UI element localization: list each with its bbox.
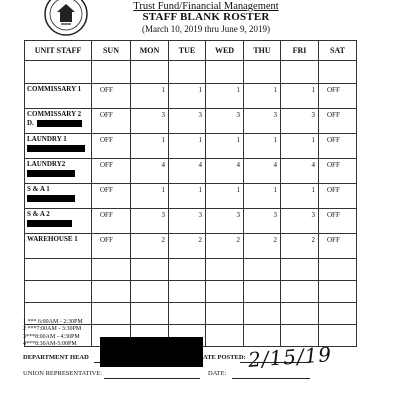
schedule-cell: 2 <box>131 234 169 259</box>
table-row-blank <box>25 281 357 303</box>
table-cell <box>92 281 131 303</box>
table-cell <box>131 303 169 325</box>
date-label: DATE: <box>208 370 227 377</box>
department-seal-logo <box>41 0 91 38</box>
schedule-cell: 1 <box>281 134 319 159</box>
schedule-cell: OFF <box>319 84 357 109</box>
schedule-cell: 4 <box>244 159 281 184</box>
schedule-cell: 2 <box>169 234 206 259</box>
schedule-cell: 1 <box>244 134 281 159</box>
shift-legend-item: 3***8:00AM - 4:30PM <box>23 333 80 340</box>
schedule-cell: 4 <box>131 159 169 184</box>
staff-name <box>27 194 91 203</box>
schedule-cell: 1 <box>131 184 169 209</box>
column-header-sat: SAT <box>319 41 357 61</box>
table-cell <box>131 61 169 84</box>
unit-name: LAUNDRY 1 <box>27 135 67 143</box>
name-redaction <box>37 120 82 127</box>
unit-name: COMMISSARY 2 <box>27 110 82 118</box>
schedule-cell: 1 <box>169 84 206 109</box>
schedule-cell: 4 <box>169 159 206 184</box>
schedule-cell: OFF <box>92 184 131 209</box>
unit-staff-cell <box>25 84 92 109</box>
schedule-cell: 3 <box>244 209 281 234</box>
unit-staff-cell <box>25 134 92 159</box>
table-cell <box>281 281 319 303</box>
table-cell <box>319 281 357 303</box>
table-cell <box>92 61 131 84</box>
table-cell <box>244 325 281 347</box>
table-cell <box>244 281 281 303</box>
table-cell <box>206 281 244 303</box>
table-row <box>25 134 357 159</box>
unit-name: WAREHOUSE 1 <box>27 235 78 243</box>
table-row <box>25 84 357 109</box>
schedule-cell: 1 <box>244 84 281 109</box>
name-redaction <box>27 170 75 177</box>
date-posted-handwritten: 2/15/19 <box>247 342 333 372</box>
table-cell <box>169 281 206 303</box>
date-posted-label: ATE POSTED: <box>203 354 246 361</box>
table-cell <box>206 325 244 347</box>
schedule-cell: 3 <box>206 209 244 234</box>
schedule-cell: 1 <box>244 184 281 209</box>
column-header-thu: THU <box>244 41 281 61</box>
schedule-cell: OFF <box>92 234 131 259</box>
schedule-cell: OFF <box>92 109 131 134</box>
column-header-mon: MON <box>131 41 169 61</box>
table-cell <box>281 61 319 84</box>
schedule-cell: 3 <box>169 109 206 134</box>
table-cell <box>169 259 206 281</box>
table-row <box>25 209 357 234</box>
table-row <box>25 159 357 184</box>
schedule-cell: 2 <box>206 234 244 259</box>
table-cell <box>281 303 319 325</box>
shift-legend-item: 1 *** 6:00AM - 2:30PM <box>23 319 83 325</box>
table-cell <box>131 259 169 281</box>
table-cell <box>169 61 206 84</box>
schedule-cell: 3 <box>281 109 319 134</box>
table-cell <box>92 303 131 325</box>
schedule-cell: 3 <box>206 109 244 134</box>
department-name: Trust Fund/Financial Management <box>133 1 279 12</box>
name-redaction <box>27 145 85 152</box>
staff-name <box>27 169 91 178</box>
name-redaction <box>27 195 75 202</box>
schedule-cell: 1 <box>281 184 319 209</box>
union-representative-label: UNION REPRESENTATIVE: <box>23 370 103 377</box>
table-row-blank <box>25 61 357 84</box>
table-cell <box>244 303 281 325</box>
schedule-cell: OFF <box>319 209 357 234</box>
table-row <box>25 109 357 134</box>
table-cell <box>206 259 244 281</box>
table-cell <box>206 61 244 84</box>
schedule-cell: 1 <box>206 184 244 209</box>
unit-staff-cell <box>25 159 92 184</box>
table-row <box>25 234 357 259</box>
schedule-cell: 3 <box>169 209 206 234</box>
table-row <box>25 184 357 209</box>
schedule-cell: 1 <box>131 84 169 109</box>
table-cell <box>319 61 357 84</box>
unit-name: COMMISSARY 1 <box>27 85 82 93</box>
schedule-cell: 2 <box>281 234 319 259</box>
unit-staff-cell <box>25 109 92 134</box>
schedule-cell: 3 <box>281 209 319 234</box>
unit-staff-cell <box>25 234 92 259</box>
schedule-cell: 1 <box>131 134 169 159</box>
schedule-cell: 1 <box>169 134 206 159</box>
schedule-cell: OFF <box>319 109 357 134</box>
table-cell <box>244 61 281 84</box>
table-cell <box>169 303 206 325</box>
column-header-fri: FRI <box>281 41 319 61</box>
column-header-wed: WED <box>206 41 244 61</box>
schedule-cell: 3 <box>244 109 281 134</box>
schedule-cell: OFF <box>319 234 357 259</box>
shift-legend <box>23 319 83 348</box>
schedule-cell: 4 <box>281 159 319 184</box>
table-cell <box>244 259 281 281</box>
column-header-sun: SUN <box>92 41 131 61</box>
staff-roster-table <box>24 40 357 347</box>
redaction-block <box>100 337 203 367</box>
table-cell <box>319 303 357 325</box>
shift-legend-item: 4***8:30AM-5:00PM <box>23 340 77 347</box>
table-cell <box>319 259 357 281</box>
schedule-cell: OFF <box>92 84 131 109</box>
schedule-cell: 2 <box>244 234 281 259</box>
roster-date-range: (March 10, 2019 thru June 9, 2019) <box>142 24 270 34</box>
schedule-cell: 1 <box>281 84 319 109</box>
roster-title: STAFF BLANK ROSTER <box>142 11 270 23</box>
schedule-cell: OFF <box>92 159 131 184</box>
column-header-tue: TUE <box>169 41 206 61</box>
staff-name <box>27 144 91 153</box>
table-row-blank <box>25 259 357 281</box>
shift-legend-item: 2 ***7:00AM - 3:30PM <box>23 326 82 333</box>
table-cell <box>281 259 319 281</box>
unit-name: LAUNDRY2 <box>27 160 66 168</box>
schedule-cell: 1 <box>206 134 244 159</box>
table-cell <box>206 303 244 325</box>
unit-name: S & A 1 <box>27 185 50 193</box>
table-cell <box>25 61 92 84</box>
table-cell <box>25 259 92 281</box>
schedule-cell: OFF <box>319 134 357 159</box>
name-redaction <box>27 220 72 227</box>
staff-name: D. <box>27 119 91 128</box>
schedule-cell: 3 <box>131 109 169 134</box>
schedule-cell: OFF <box>92 209 131 234</box>
table-cell <box>25 281 92 303</box>
schedule-cell: 1 <box>169 184 206 209</box>
schedule-cell: OFF <box>92 134 131 159</box>
department-head-label: DEPARTMENT HEAD <box>23 354 89 361</box>
union-representative-line <box>104 378 200 379</box>
column-header-unit-staff: UNIT STAFF <box>25 41 92 61</box>
table-cell <box>92 259 131 281</box>
schedule-cell: 3 <box>131 209 169 234</box>
staff-name <box>27 219 91 228</box>
schedule-cell: OFF <box>319 159 357 184</box>
schedule-cell: 4 <box>206 159 244 184</box>
table-header-row <box>25 41 357 61</box>
unit-name: S & A 2 <box>27 210 50 218</box>
schedule-cell: 1 <box>206 84 244 109</box>
table-cell <box>131 281 169 303</box>
unit-staff-cell <box>25 209 92 234</box>
unit-staff-cell <box>25 184 92 209</box>
date-line <box>232 378 310 379</box>
schedule-cell: OFF <box>319 184 357 209</box>
